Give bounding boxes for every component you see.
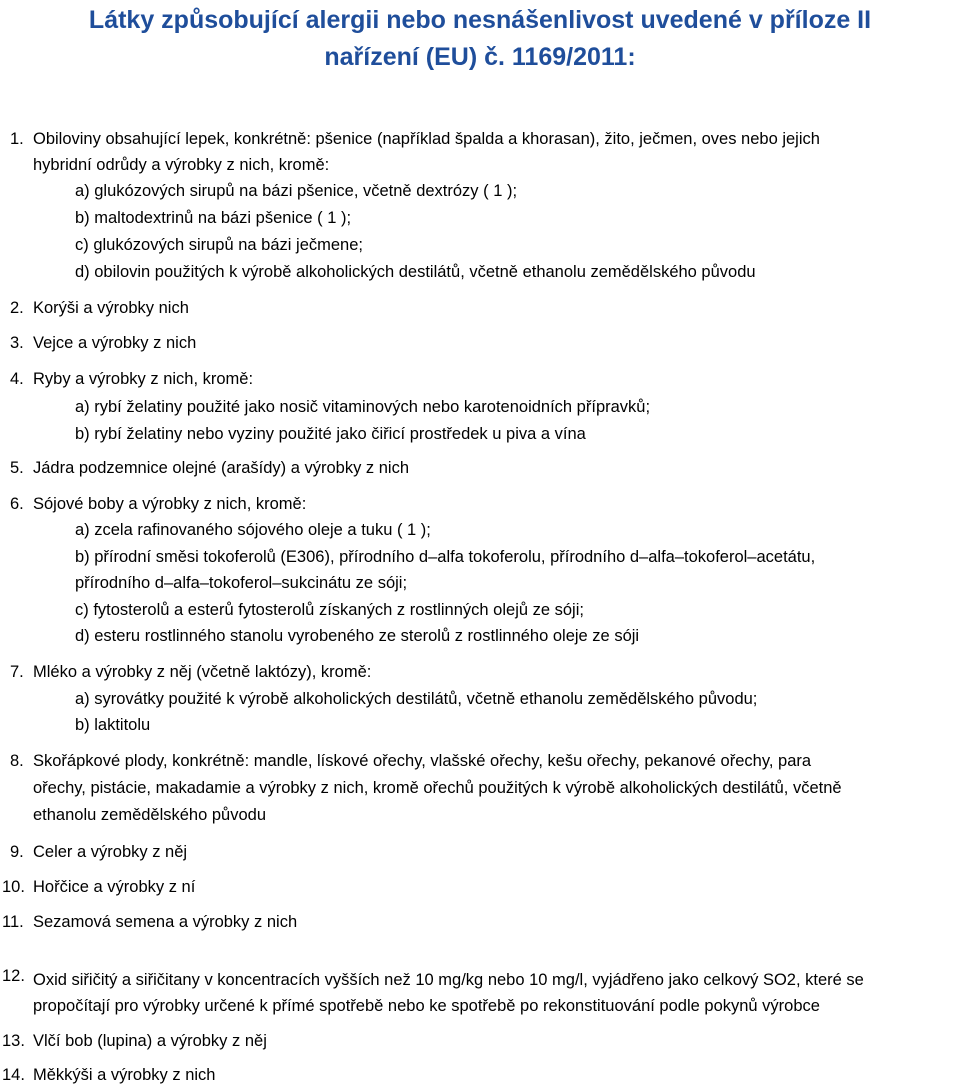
item-text: Jádra podzemnice olejné (arašídy) a výrobky z nich — [33, 459, 410, 477]
item-number: 10. — [2, 878, 25, 896]
sub-item: d) obilovin použitých k výrobě alkoholických destilátů, včetně ethanolu zemědělského původu — [75, 263, 756, 281]
item-text: Obiloviny obsahující lepek, konkrétně: pšenice (například špalda a khorasan), žito, ječmen, oves nebo jejich — [33, 130, 820, 148]
item-text-continuation: ořechy, pistácie, makadamie a výrobky z nich, kromě ořechů použitých k výrobě alkoholických destilátů, včetně — [33, 779, 842, 797]
sub-item: a) syrovátky použité k výrobě alkoholických destilátů, včetně ethanolu zemědělského původu; — [75, 690, 758, 708]
sub-item: a) rybí želatiny použité jako nosič vitaminových nebo karotenoidních přípravků; — [75, 398, 651, 416]
sub-item: b) rybí želatiny nebo vyziny použité jako čiřicí prostředek u piva a vína — [75, 425, 586, 443]
item-number: 4. — [10, 370, 24, 388]
item-number: 1. — [10, 130, 24, 148]
sub-item-continuation: přírodního d–alfa–tokoferol–sukcinátu ze sóji; — [75, 574, 408, 592]
title-line-1: Látky způsobující alergii nebo nesnášenlivost uvedené v příloze II — [88, 6, 872, 34]
sub-item: b) laktitolu — [75, 716, 151, 734]
item-number: 5. — [10, 459, 24, 477]
sub-item: b) přírodní směsi tokoferolů (E306), přírodního d–alfa tokoferolu, přírodního d–alfa–tokoferol–acetátu, — [75, 548, 816, 566]
sub-item: d) esteru rostlinného stanolu vyrobeného ze sterolů z rostlinného oleje ze sóji — [75, 627, 640, 645]
item-number: 3. — [10, 334, 24, 352]
item-number: 9. — [10, 843, 24, 861]
item-text: Měkkýši a výrobky z nich — [33, 1066, 216, 1084]
item-number: 8. — [10, 752, 24, 770]
item-text: Vejce a výrobky z nich — [33, 334, 197, 352]
item-number: 7. — [10, 663, 24, 681]
item-number: 6. — [10, 495, 24, 513]
item-text-continuation: propočítají pro výrobky určené k přímé spotřebě nebo ke spotřebě po rekonstituování podle pokynů výrobce — [33, 997, 820, 1015]
item-text: Ryby a výrobky z nich, kromě: — [33, 370, 254, 388]
item-number: 11. — [2, 913, 24, 931]
sub-item: c) fytosterolů a esterů fytosterolů získaných z rostlinných olejů ze sóji; — [75, 601, 584, 619]
item-text: Korýši a výrobky nich — [33, 299, 189, 317]
item-text-continuation: ethanolu zemědělského původu — [33, 806, 267, 824]
item-text: Oxid siřičitý a siřičitany v koncentracích vyšších než 10 mg/kg nebo 10 mg/l, vyjádřeno jako celkový SO2, které se — [33, 971, 864, 989]
item-text-continuation: hybridní odrůdy a výrobky z nich, kromě: — [33, 156, 330, 174]
item-text: Skořápkové plody, konkrétně: mandle, lískové ořechy, vlašské ořechy, kešu ořechy, pekanové ořechy, para — [33, 752, 812, 770]
item-number: 12. — [2, 967, 25, 985]
item-number: 13. — [2, 1032, 25, 1050]
item-text: Sezamová semena a výrobky z nich — [33, 913, 298, 931]
sub-item: c) glukózových sirupů na bázi ječmene; — [75, 236, 363, 254]
item-text: Hořčice a výrobky z ní — [33, 878, 196, 896]
item-text: Celer a výrobky z něj — [33, 843, 188, 861]
item-number: 14. — [2, 1066, 25, 1084]
sub-item: a) glukózových sirupů na bázi pšenice, včetně dextrózy ( 1 ); — [75, 182, 518, 200]
sub-item: b) maltodextrinů na bázi pšenice ( 1 ); — [75, 209, 352, 227]
item-text: Vlčí bob (lupina) a výrobky z něj — [33, 1032, 267, 1050]
title-line-2: nařízení (EU) č. 1169/2011: — [324, 43, 636, 71]
item-text: Mléko a výrobky z něj (včetně laktózy), kromě: — [33, 663, 372, 681]
item-text: Sójové boby a výrobky z nich, kromě: — [33, 495, 307, 513]
item-number: 2. — [10, 299, 24, 317]
sub-item: a) zcela rafinovaného sójového oleje a tuku ( 1 ); — [75, 521, 431, 539]
page-title — [0, 2, 960, 76]
